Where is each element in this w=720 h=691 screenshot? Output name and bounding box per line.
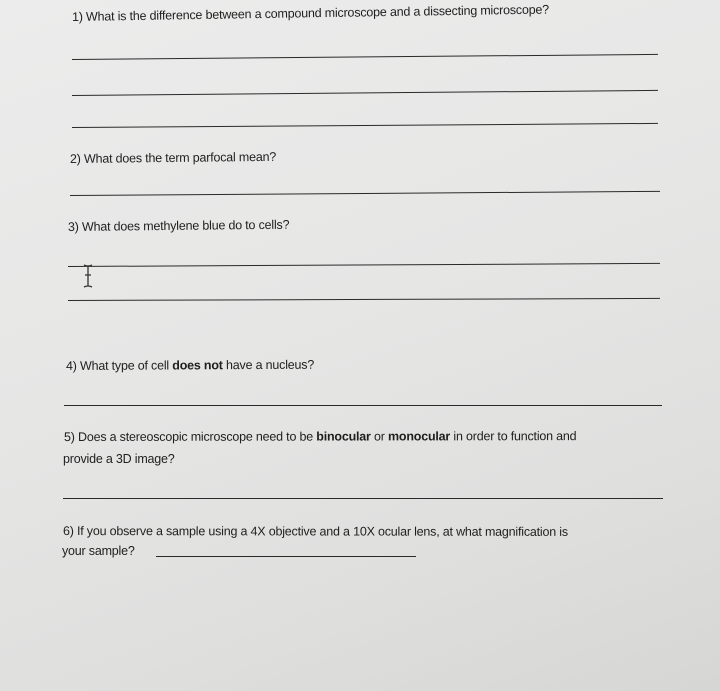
question-3: 3) What does methylene blue do to cells? xyxy=(67,217,290,234)
question-5-part-1: 5) Does a stereoscopic microscope need to be xyxy=(63,429,317,444)
question-5-monocular: monocular xyxy=(387,429,451,444)
question-6-line-2: your sample? xyxy=(62,544,135,558)
answer-line-q3-1[interactable] xyxy=(68,263,660,267)
question-4-prefix: 4) What type of cell xyxy=(65,358,173,373)
question-6-line-1: 6) If you observe a sample using a 4X objective and a 10X ocular lens, at what magnification is xyxy=(62,524,568,539)
question-5-line-2: provide a 3D image? xyxy=(63,452,175,466)
answer-line-q1-1[interactable] xyxy=(72,54,658,60)
answer-line-q1-3[interactable] xyxy=(72,123,658,128)
question-1: 1) What is the difference between a compound microscope and a dissecting microscope? xyxy=(71,2,550,24)
question-4-emphasis: does not xyxy=(172,358,223,373)
question-4-suffix: have a nucleus? xyxy=(222,357,315,373)
answer-line-q2[interactable] xyxy=(70,191,660,196)
answer-line-q5[interactable] xyxy=(63,498,663,499)
question-5-middle: or xyxy=(370,429,388,444)
question-4 xyxy=(66,354,314,377)
question-2: 2) What does the term parfocal mean? xyxy=(69,149,277,166)
answer-line-q3-2[interactable] xyxy=(68,298,660,301)
answer-line-q4[interactable] xyxy=(64,405,662,406)
answer-line-q6[interactable] xyxy=(156,556,416,557)
question-5-binocular: binocular xyxy=(316,429,371,444)
text-cursor-icon xyxy=(81,262,95,290)
question-5-part-2: in order to function and xyxy=(450,429,577,444)
question-5-line-1 xyxy=(64,425,576,448)
answer-line-q1-2[interactable] xyxy=(72,90,658,96)
